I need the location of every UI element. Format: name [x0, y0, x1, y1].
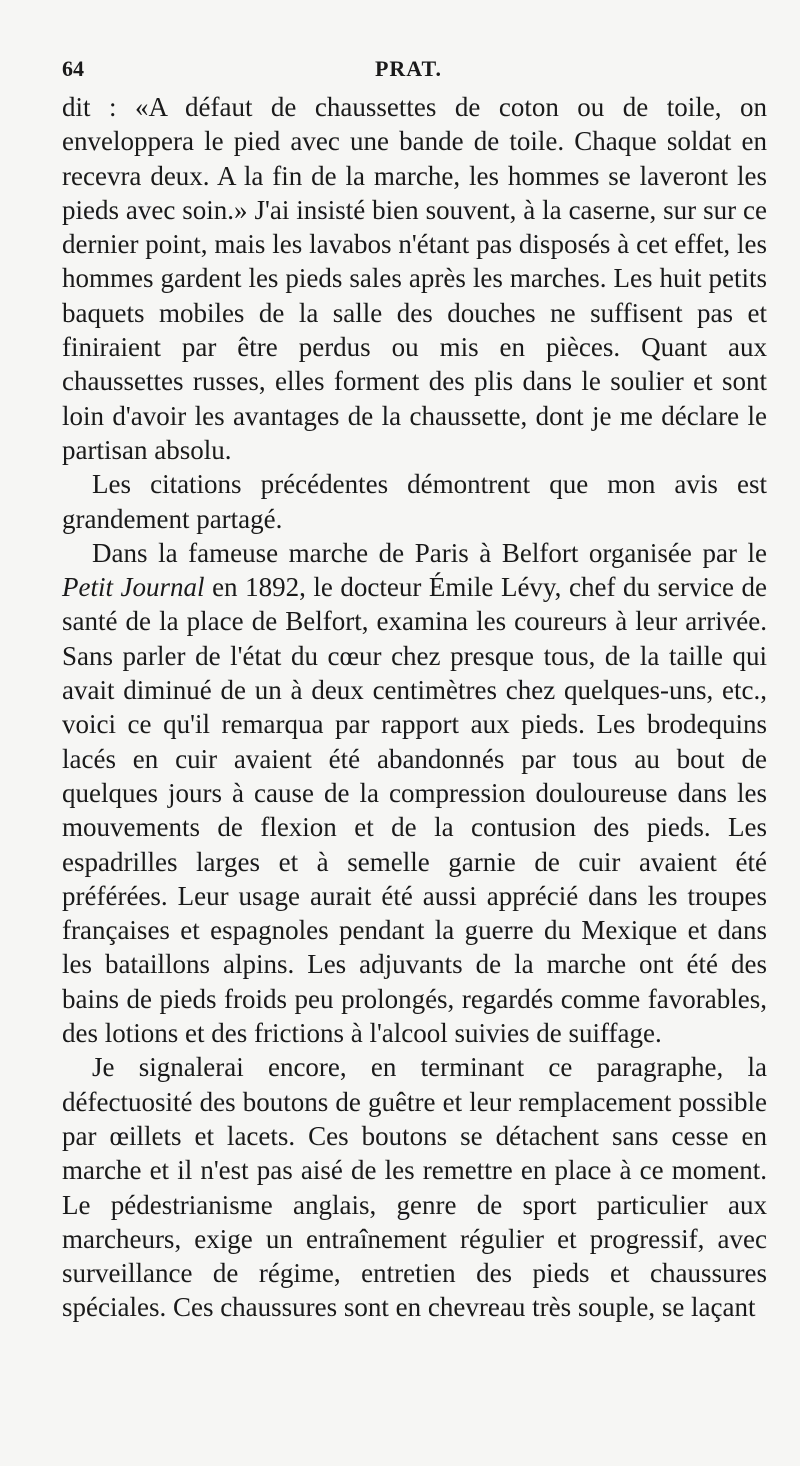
- body-text: [62, 90, 767, 1325]
- newspaper-title: Petit Journal: [62, 572, 205, 603]
- paragraph-3: [62, 536, 767, 1050]
- running-title: PRAT.: [374, 56, 443, 81]
- paragraph-3-text-cont: en 1892, le docteur Émile Lévy, chef du service de santé de la place de Belfort, examina les coureurs à leur arrivée. Sans parler de l'état du cœur chez presque tous, de la taille qui avait diminué de un à deux centimètres chez quelques-uns, etc., voici ce qu'il remarqua par rapport aux pieds. Les brodequins lacés en cuir avaient été abandonnés par tous au bout de quelques jours à cause de la compression douloureuse dans les mouvements de flexion et de la contusion des pieds. Les espadrilles larges et à semelle garnie de cuir avaient été préférées. Leur usage aurait été aussi apprécié dans les troupes françaises et espagnoles pendant la guerre du Mexique et dans les bataillons alpins. Les adjuvants de la marche ont été des bains de pieds froids peu prolongés, regardés comme favorables, des lotions et des frictions à l'alcool suivies de suiffage.: [62, 572, 767, 1049]
- page-header: [62, 56, 755, 86]
- paragraph-4: [62, 1050, 767, 1324]
- page-number: 64: [62, 56, 84, 81]
- paragraph-3-text: Dans la fameuse marche de Paris à Belfort organisée par le: [92, 537, 767, 568]
- paragraph-2: [62, 467, 767, 536]
- paragraph-4-text: Je signalerai encore, en terminant ce paragraphe, la défectuosité des boutons de guêtre et leur remplacement possible par œillets et lacets. Ces boutons se détachent sans cesse en marche et il n'est pas aisé de les remettre en place à ce moment. Le pédestrianisme anglais, genre de sport particulier aux marcheurs, exige un entraînement régulier et progressif, avec surveillance de régime, entretien des pieds et chaussures spéciales. Ces chaussures sont en chevreau très souple, se laçant: [62, 1052, 767, 1323]
- paragraph-2-text: Les citations précédentes démontrent que mon avis est grandement partagé.: [62, 469, 767, 534]
- paragraph-1: [62, 90, 767, 467]
- paragraph-1-text: dit : «A défaut de chaussettes de coton ou de toile, on enveloppera le pied avec une bande de toile. Chaque soldat en recevra deux. A la fin de la marche, les hommes se laveront les pieds avec soin.» J'ai insisté bien souvent, à la caserne, sur sur ce dernier point, mais les lavabos n'étant pas disposés à cet effet, les hommes gardent les pieds sales après les marches. Les huit petits baquets mobiles de la salle des douches ne suffisent pas et finiraient par être perdus ou mis en pièces. Quant aux chaussettes russes, elles forment des plis dans le soulier et sont loin d'avoir les avantages de la chaussette, dont je me déclare le partisan absolu.: [62, 92, 767, 465]
